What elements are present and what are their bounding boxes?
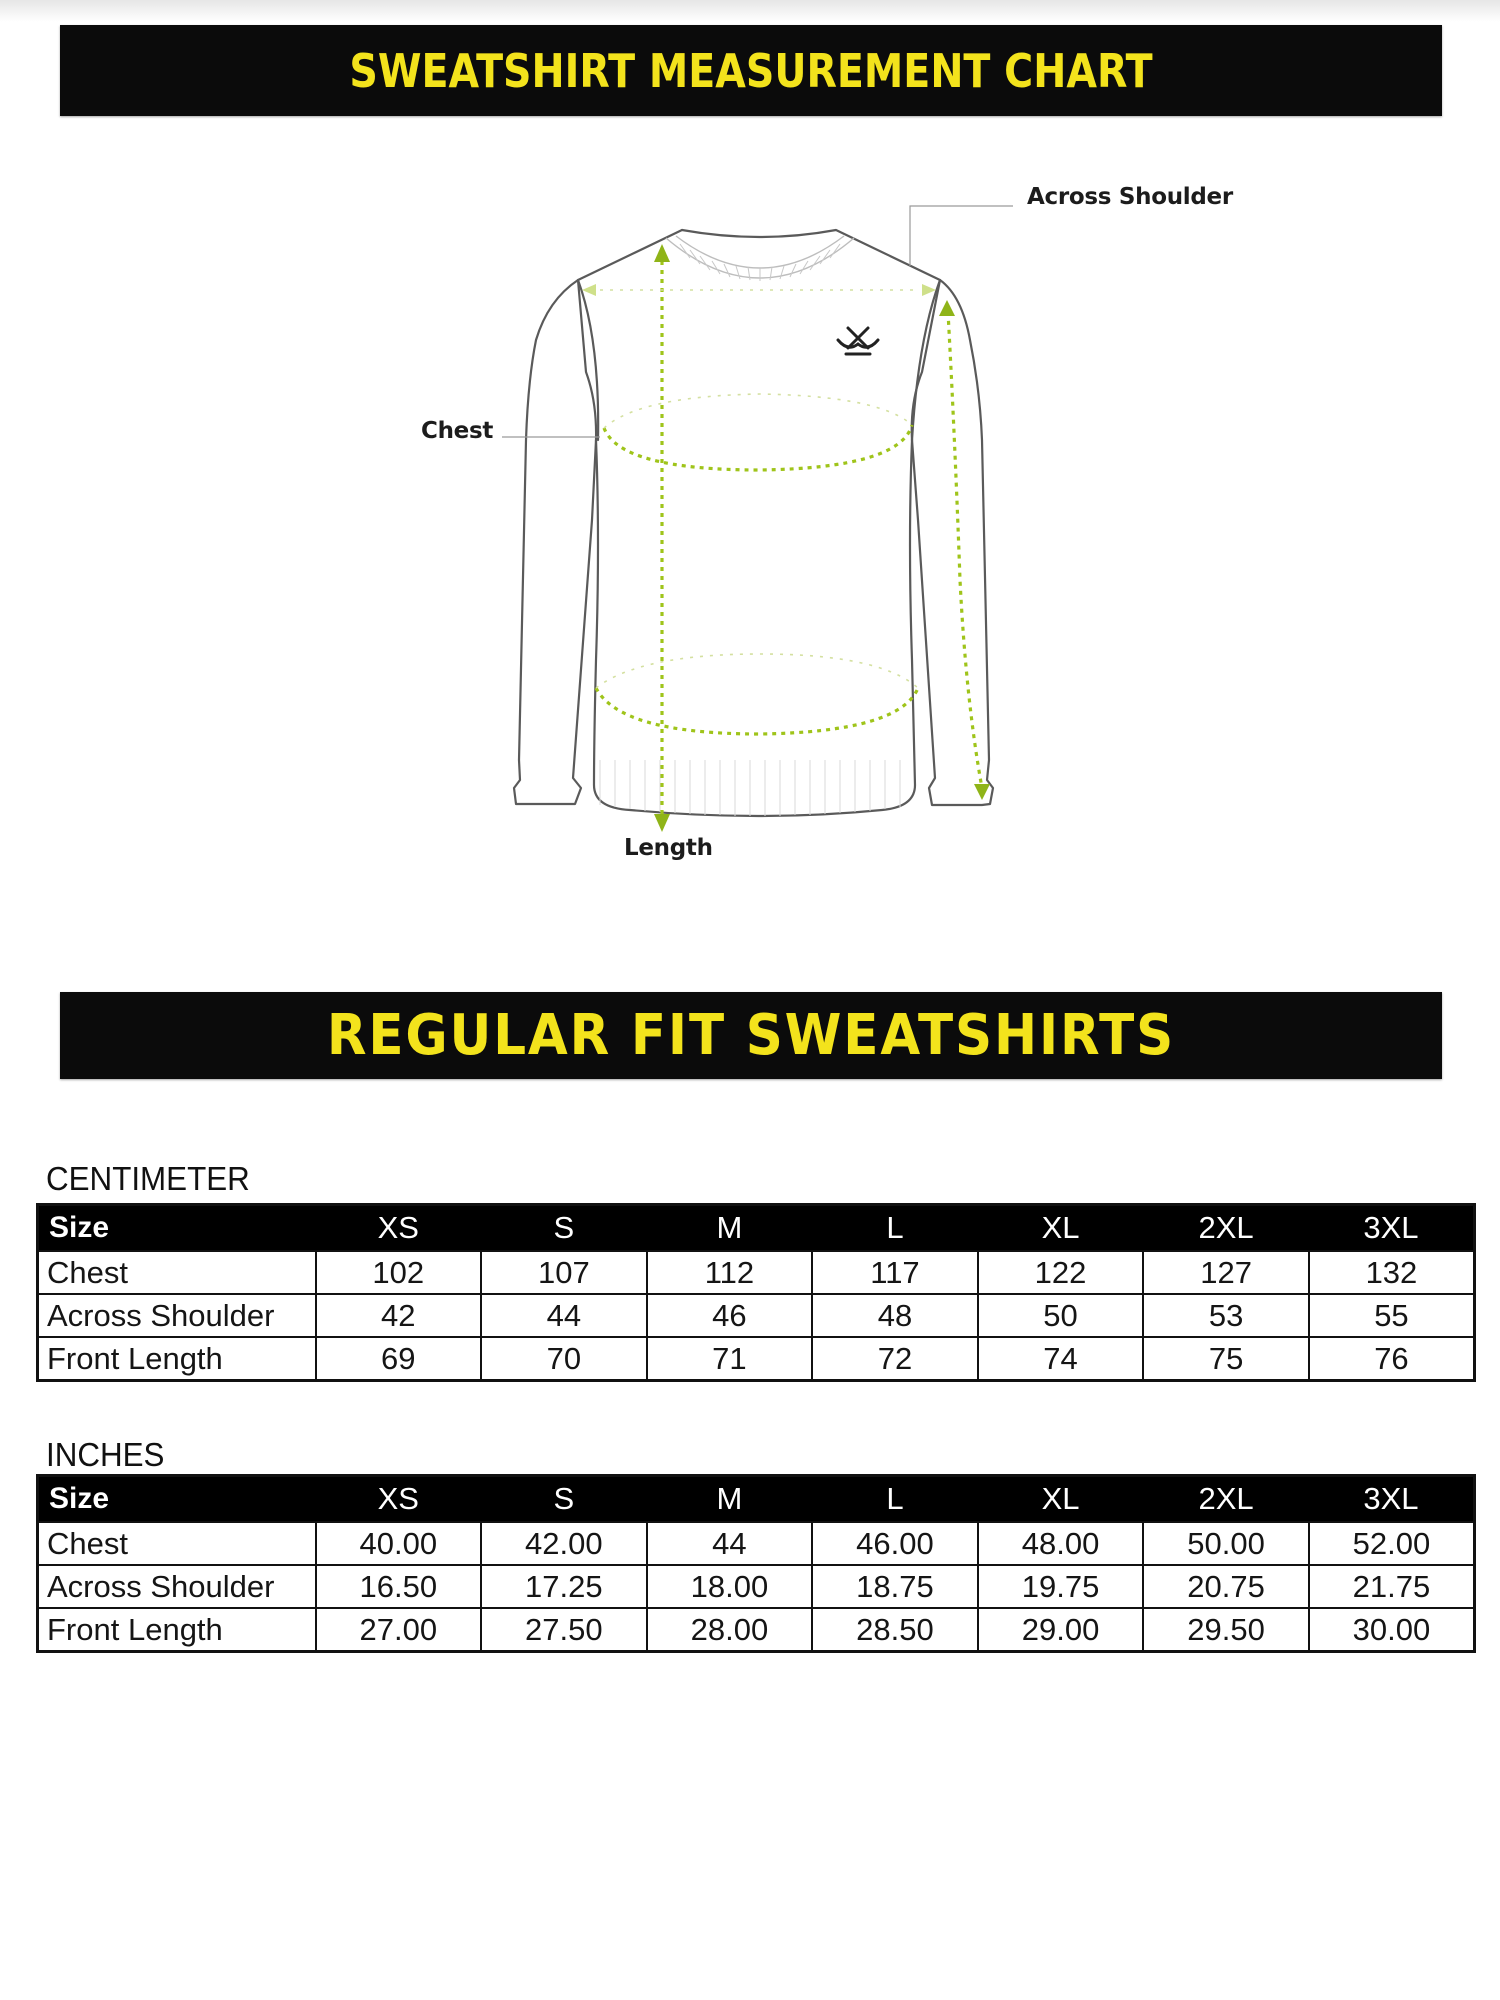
header-cell: XL	[978, 1205, 1144, 1252]
table-cell: 71	[647, 1337, 813, 1381]
table-row	[38, 1294, 1475, 1337]
table-cell: 50	[978, 1294, 1144, 1337]
row-label: Chest	[38, 1522, 316, 1565]
table-cell: 75	[1143, 1337, 1309, 1381]
sweatshirt-illustration	[0, 140, 1500, 900]
sweatshirt-diagram	[0, 140, 1500, 900]
inches-unit-label: INCHES	[46, 1436, 165, 1473]
chest-label: Chest	[421, 418, 494, 444]
header-cell: Size	[38, 1476, 316, 1523]
section-title: REGULAR FIT SWEATSHIRTS	[326, 1003, 1176, 1068]
table-cell: 72	[812, 1337, 978, 1381]
header-cell: 2XL	[1143, 1476, 1309, 1523]
header-cell: Size	[38, 1205, 316, 1252]
row-label: Chest	[38, 1251, 316, 1294]
header-cell: L	[812, 1476, 978, 1523]
table-cell: 48.00	[978, 1522, 1144, 1565]
chart-title: SWEATSHIRT MEASUREMENT CHART	[349, 43, 1153, 98]
table-cell: 19.75	[978, 1565, 1144, 1608]
table-cell: 44	[647, 1522, 813, 1565]
header-cell: M	[647, 1205, 813, 1252]
table-row	[38, 1522, 1475, 1565]
table-cell: 122	[978, 1251, 1144, 1294]
table-cell: 127	[1143, 1251, 1309, 1294]
table-row	[38, 1251, 1475, 1294]
chart-title-banner	[60, 25, 1442, 116]
table-header-row	[38, 1476, 1475, 1523]
header-cell: XL	[978, 1476, 1144, 1523]
table-cell: 69	[316, 1337, 482, 1381]
table-cell: 18.00	[647, 1565, 813, 1608]
table-cell: 28.00	[647, 1608, 813, 1652]
table-cell: 70	[481, 1337, 647, 1381]
header-cell: 2XL	[1143, 1205, 1309, 1252]
header-cell: L	[812, 1205, 978, 1252]
table-cell: 20.75	[1143, 1565, 1309, 1608]
top-edge-shadow	[0, 0, 1500, 22]
table-cell: 27.50	[481, 1608, 647, 1652]
inches-size-table	[36, 1474, 1476, 1653]
table-cell: 27.00	[316, 1608, 482, 1652]
table-cell: 55	[1309, 1294, 1475, 1337]
length-label: Length	[624, 835, 713, 861]
table-cell: 48	[812, 1294, 978, 1337]
centimeter-size-table	[36, 1203, 1476, 1382]
table-cell: 29.50	[1143, 1608, 1309, 1652]
section-title-banner	[60, 992, 1442, 1079]
table-cell: 132	[1309, 1251, 1475, 1294]
table-cell: 42	[316, 1294, 482, 1337]
brand-logo-icon	[838, 328, 878, 354]
table-cell: 40.00	[316, 1522, 482, 1565]
row-label: Across Shoulder	[38, 1294, 316, 1337]
table-row	[38, 1565, 1475, 1608]
table-cell: 46	[647, 1294, 813, 1337]
table-cell: 112	[647, 1251, 813, 1294]
table-header-row	[38, 1205, 1475, 1252]
table-cell: 21.75	[1309, 1565, 1475, 1608]
row-label: Across Shoulder	[38, 1565, 316, 1608]
table-cell: 102	[316, 1251, 482, 1294]
table-cell: 107	[481, 1251, 647, 1294]
table-cell: 52.00	[1309, 1522, 1475, 1565]
row-label: Front Length	[38, 1608, 316, 1652]
table-cell: 17.25	[481, 1565, 647, 1608]
table-cell: 42.00	[481, 1522, 647, 1565]
table-cell: 30.00	[1309, 1608, 1475, 1652]
header-cell: XS	[316, 1476, 482, 1523]
table-cell: 46.00	[812, 1522, 978, 1565]
table-cell: 76	[1309, 1337, 1475, 1381]
header-cell: S	[481, 1205, 647, 1252]
table-cell: 53	[1143, 1294, 1309, 1337]
table-row	[38, 1337, 1475, 1381]
table-cell: 28.50	[812, 1608, 978, 1652]
table-row	[38, 1608, 1475, 1652]
table-cell: 50.00	[1143, 1522, 1309, 1565]
across-shoulder-label: Across Shoulder	[1027, 184, 1233, 210]
row-label: Front Length	[38, 1337, 316, 1381]
header-cell: XS	[316, 1205, 482, 1252]
centimeter-unit-label: CENTIMETER	[46, 1160, 250, 1197]
table-cell: 117	[812, 1251, 978, 1294]
header-cell: S	[481, 1476, 647, 1523]
table-cell: 29.00	[978, 1608, 1144, 1652]
header-cell: 3XL	[1309, 1205, 1475, 1252]
table-cell: 74	[978, 1337, 1144, 1381]
table-cell: 18.75	[812, 1565, 978, 1608]
table-cell: 44	[481, 1294, 647, 1337]
header-cell: 3XL	[1309, 1476, 1475, 1523]
header-cell: M	[647, 1476, 813, 1523]
table-cell: 16.50	[316, 1565, 482, 1608]
